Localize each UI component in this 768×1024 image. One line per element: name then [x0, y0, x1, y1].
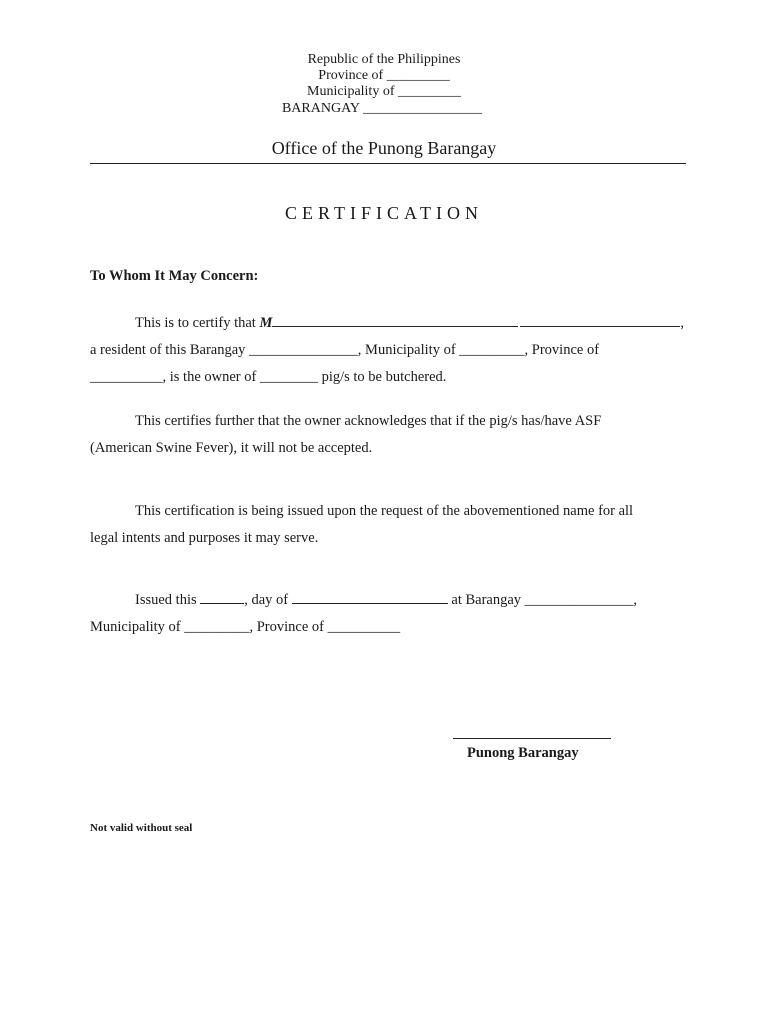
- paragraph3-line1: This certification is being issued upon the request of the abovementioned name for all: [135, 503, 634, 519]
- name-blank-bold: [272, 314, 518, 327]
- issued-line2: Municipality of _________, Province of __________: [90, 619, 401, 635]
- header-municipality: Municipality of _________: [307, 84, 461, 99]
- paragraph1-line1: [135, 314, 684, 332]
- issued-barangay: at Barangay _______________,: [447, 592, 638, 608]
- header-province: Province of _________: [318, 68, 450, 83]
- paragraph1-line2: a resident of this Barangay _______________, Municipality of _________, Province of: [90, 342, 600, 358]
- header-divider: [90, 163, 686, 164]
- issued-day-blank: [200, 591, 244, 604]
- header-republic: Republic of the Philippines: [307, 52, 461, 67]
- signatory-title: Punong Barangay: [467, 745, 579, 761]
- paragraph3-line2: legal intents and purposes it may serve.: [90, 530, 319, 546]
- issued-month-blank: [292, 591, 448, 604]
- resident-name-initial: M: [259, 315, 273, 331]
- issued-day-of: , day of: [244, 592, 292, 608]
- issued-prefix: Issued this: [135, 592, 201, 608]
- document-title: CERTIFICATION: [285, 203, 483, 223]
- name-blank: [520, 314, 680, 327]
- issued-line1: [135, 591, 637, 609]
- paragraph1-line3: __________, is the owner of ________ pig/s to be butchered.: [90, 369, 447, 385]
- signature-line: [453, 738, 611, 739]
- office-title: Office of the Punong Barangay: [271, 138, 497, 158]
- certify-prefix: This is to certify that: [135, 315, 260, 331]
- seal-note: Not valid without seal: [90, 822, 193, 834]
- paragraph2-line2: (American Swine Fever), it will not be accepted.: [90, 440, 373, 456]
- certify-comma: ,: [680, 315, 684, 331]
- paragraph2-line1: This certifies further that the owner acknowledges that if the pig/s has/have ASF: [135, 413, 602, 429]
- salutation: To Whom It May Concern:: [90, 268, 259, 284]
- header-barangay: BARANGAY _________________: [281, 101, 483, 116]
